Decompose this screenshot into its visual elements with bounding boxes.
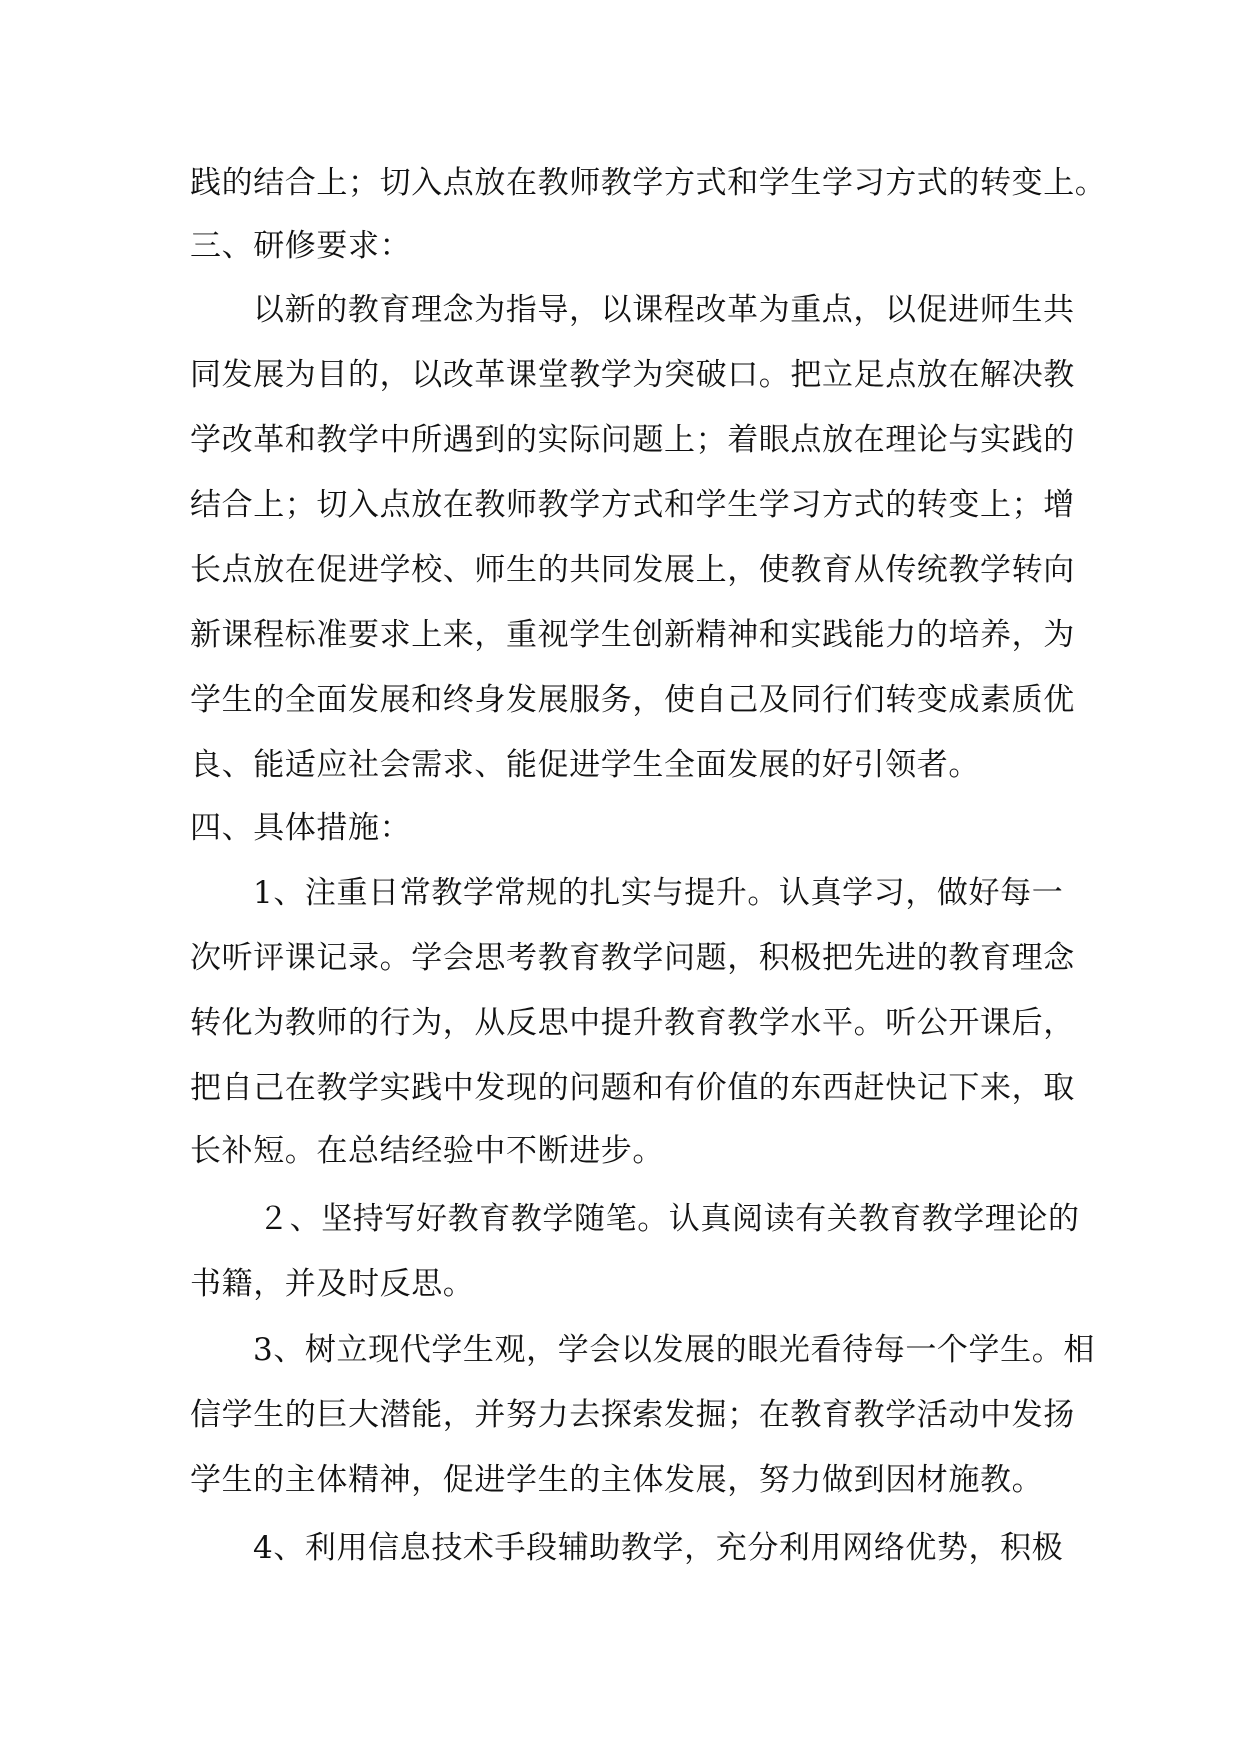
section-heading: 四、具体措施： <box>190 810 412 846</box>
text-line: 把自己在教学实践中发现的问题和有价值的东西赶快记下来，取 <box>190 1070 1075 1106</box>
text-line: 4、利用信息技术手段辅助教学，充分利用网络优势，积极 <box>253 1530 1064 1566</box>
text-line: 长点放在促进学校、师生的共同发展上，使教育从传统教学转向 <box>190 552 1075 588</box>
text-line: 转化为教师的行为，从反思中提升教育教学水平。听公开课后， <box>190 1005 1075 1041</box>
text-line: 新课程标准要求上来，重视学生创新精神和实践能力的培养，为 <box>190 617 1075 653</box>
text-line: 践的结合上；切入点放在教师教学方式和学生学习方式的转变上。 <box>190 165 1107 201</box>
text-line: ２、坚持写好教育教学随笔。认真阅读有关教育教学理论的 <box>258 1201 1080 1237</box>
text-line: 学生的全面发展和终身发展服务，使自己及同行们转变成素质优 <box>190 682 1075 718</box>
text-line: 长补短。在总结经验中不断进步。 <box>190 1133 664 1169</box>
text-line: 次听评课记录。学会思考教育教学问题，积极把先进的教育理念 <box>190 940 1075 976</box>
text-line: 良、能适应社会需求、能促进学生全面发展的好引领者。 <box>190 747 980 783</box>
section-heading: 三、研修要求： <box>190 228 412 264</box>
text-line: 学改革和教学中所遇到的实际问题上；着眼点放在理论与实践的 <box>190 422 1075 458</box>
text-line: 同发展为目的，以改革课堂教学为突破口。把立足点放在解决教 <box>190 357 1075 393</box>
text-line: 结合上；切入点放在教师教学方式和学生学习方式的转变上；增 <box>190 487 1075 523</box>
text-line: 1、注重日常教学常规的扎实与提升。认真学习，做好每一 <box>253 875 1064 911</box>
text-line: 以新的教育理念为指导，以课程改革为重点，以促进师生共 <box>253 292 1075 328</box>
text-line: 书籍，并及时反思。 <box>190 1266 475 1302</box>
text-line: 信学生的巨大潜能，并努力去探索发掘；在教育教学活动中发扬 <box>190 1397 1075 1433</box>
text-line: 3、树立现代学生观，学会以发展的眼光看待每一个学生。相 <box>253 1332 1095 1368</box>
text-line: 学生的主体精神，促进学生的主体发展，努力做到因材施教。 <box>190 1462 1044 1498</box>
